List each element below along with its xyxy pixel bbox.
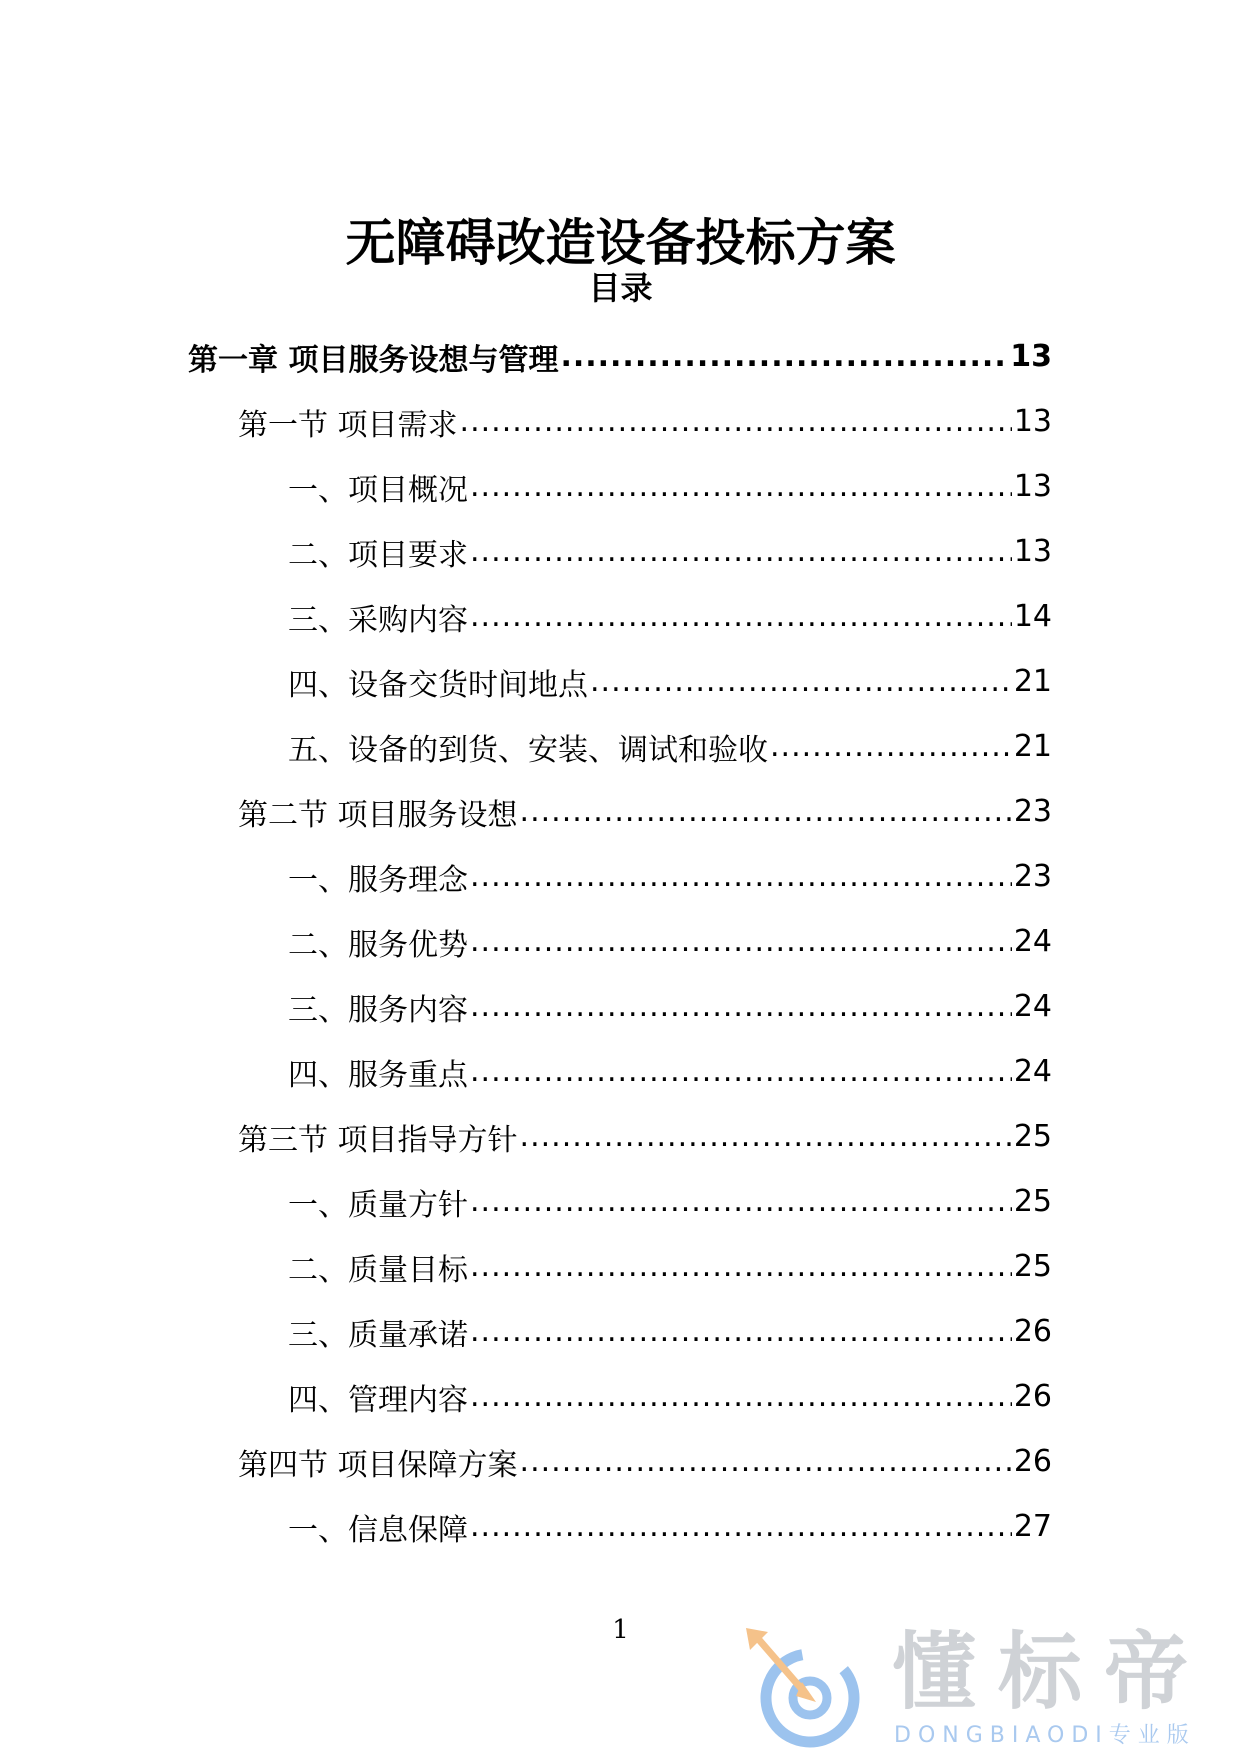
toc-entry[interactable] <box>288 1234 1052 1299</box>
toc-dot-leader <box>520 1119 1012 1154</box>
toc-entry-text: 三、质量承诺 <box>288 1317 468 1353</box>
toc-entry[interactable] <box>238 1429 1052 1494</box>
toc-entry-text: 第一节 项目需求 <box>238 407 458 443</box>
toc-dot-leader <box>470 469 1012 504</box>
toc-entry-text: 二、质量目标 <box>288 1252 468 1288</box>
toc-heading: 目录 <box>588 269 653 307</box>
toc-entry-text: 第一章 项目服务设想与管理 <box>188 342 559 378</box>
toc-entry-page: 21 <box>1013 664 1052 699</box>
toc-dot-leader <box>470 989 1012 1024</box>
toc-entry[interactable] <box>188 324 1052 389</box>
target-arrow-logo-icon <box>742 1624 866 1750</box>
toc-entry-page: 23 <box>1013 859 1052 894</box>
toc-dot-leader <box>590 664 1012 699</box>
toc-dot-leader <box>470 599 1012 634</box>
toc-dot-leader <box>470 1314 1012 1349</box>
toc-entry[interactable] <box>288 584 1052 649</box>
toc-entry[interactable] <box>238 389 1052 454</box>
toc-entry-page: 13 <box>1013 534 1052 569</box>
toc-entry-page: 13 <box>1010 339 1052 374</box>
toc-entry-text: 一、项目概况 <box>288 472 468 508</box>
watermark-tagline: DONGBIAODI专业版 <box>894 1723 1196 1748</box>
watermark <box>742 1624 1222 1750</box>
toc-entry-page: 23 <box>1013 794 1052 829</box>
toc-entry[interactable] <box>288 649 1052 714</box>
toc-entry-page: 25 <box>1013 1249 1052 1284</box>
toc-entry[interactable] <box>288 714 1052 779</box>
toc-entry-text: 一、质量方针 <box>288 1187 468 1223</box>
toc-dot-leader <box>470 1184 1012 1219</box>
toc-entry-page: 14 <box>1013 599 1052 634</box>
toc-entry-page: 26 <box>1013 1379 1052 1414</box>
toc-entry-text: 一、信息保障 <box>288 1512 468 1548</box>
toc-entry-text: 第四节 项目保障方案 <box>238 1447 518 1483</box>
toc-entry[interactable] <box>288 909 1052 974</box>
document-title: 无障碍改造设备投标方案 <box>345 213 896 272</box>
toc-dot-leader <box>470 924 1012 959</box>
watermark-wordmark: 懂标帝 <box>892 1623 1211 1721</box>
toc-entry-text: 四、设备交货时间地点 <box>288 667 588 703</box>
toc-entry-text: 二、项目要求 <box>288 537 468 573</box>
toc-entry-page: 24 <box>1013 924 1052 959</box>
toc-entry[interactable] <box>288 1494 1052 1559</box>
toc-entry-page: 25 <box>1013 1119 1052 1154</box>
table-of-contents <box>0 324 1241 1559</box>
toc-entry-text: 第二节 项目服务设想 <box>238 797 518 833</box>
toc-entry[interactable] <box>288 1364 1052 1429</box>
toc-entry-page: 21 <box>1013 729 1052 764</box>
toc-entry-text: 二、服务优势 <box>288 927 468 963</box>
toc-entry[interactable] <box>288 844 1052 909</box>
toc-dot-leader <box>460 404 1012 439</box>
toc-dot-leader <box>470 1054 1012 1089</box>
toc-dot-leader <box>520 794 1012 829</box>
toc-dot-leader <box>520 1444 1012 1479</box>
toc-entry-page: 13 <box>1013 469 1052 504</box>
toc-entry-text: 三、采购内容 <box>288 602 468 638</box>
toc-entry-page: 25 <box>1013 1184 1052 1219</box>
toc-entry-text: 五、设备的到货、安装、调试和验收 <box>288 732 768 768</box>
toc-entry[interactable] <box>238 779 1052 844</box>
toc-dot-leader <box>470 1509 1012 1544</box>
toc-entry[interactable] <box>288 454 1052 519</box>
toc-dot-leader <box>470 1249 1012 1284</box>
toc-entry-text: 四、管理内容 <box>288 1382 468 1418</box>
toc-dot-leader <box>770 729 1012 764</box>
toc-dot-leader <box>470 534 1012 569</box>
toc-entry-page: 24 <box>1013 1054 1052 1089</box>
toc-entry-page: 26 <box>1013 1314 1052 1349</box>
toc-dot-leader <box>470 859 1012 894</box>
toc-entry[interactable] <box>238 1104 1052 1169</box>
toc-entry[interactable] <box>288 1299 1052 1364</box>
page-number: 1 <box>612 1615 629 1645</box>
toc-entry-text: 第三节 项目指导方针 <box>238 1122 518 1158</box>
toc-entry-text: 三、服务内容 <box>288 992 468 1028</box>
toc-dot-leader <box>560 339 1008 374</box>
toc-entry[interactable] <box>288 1039 1052 1104</box>
toc-entry-page: 27 <box>1013 1509 1052 1544</box>
toc-entry-text: 四、服务重点 <box>288 1057 468 1093</box>
toc-entry[interactable] <box>288 519 1052 584</box>
toc-entry-page: 13 <box>1013 404 1052 439</box>
toc-entry[interactable] <box>288 974 1052 1039</box>
toc-entry-page: 24 <box>1013 989 1052 1024</box>
toc-dot-leader <box>470 1379 1012 1414</box>
toc-entry[interactable] <box>288 1169 1052 1234</box>
toc-entry-page: 26 <box>1013 1444 1052 1479</box>
toc-entry-text: 一、服务理念 <box>288 862 468 898</box>
